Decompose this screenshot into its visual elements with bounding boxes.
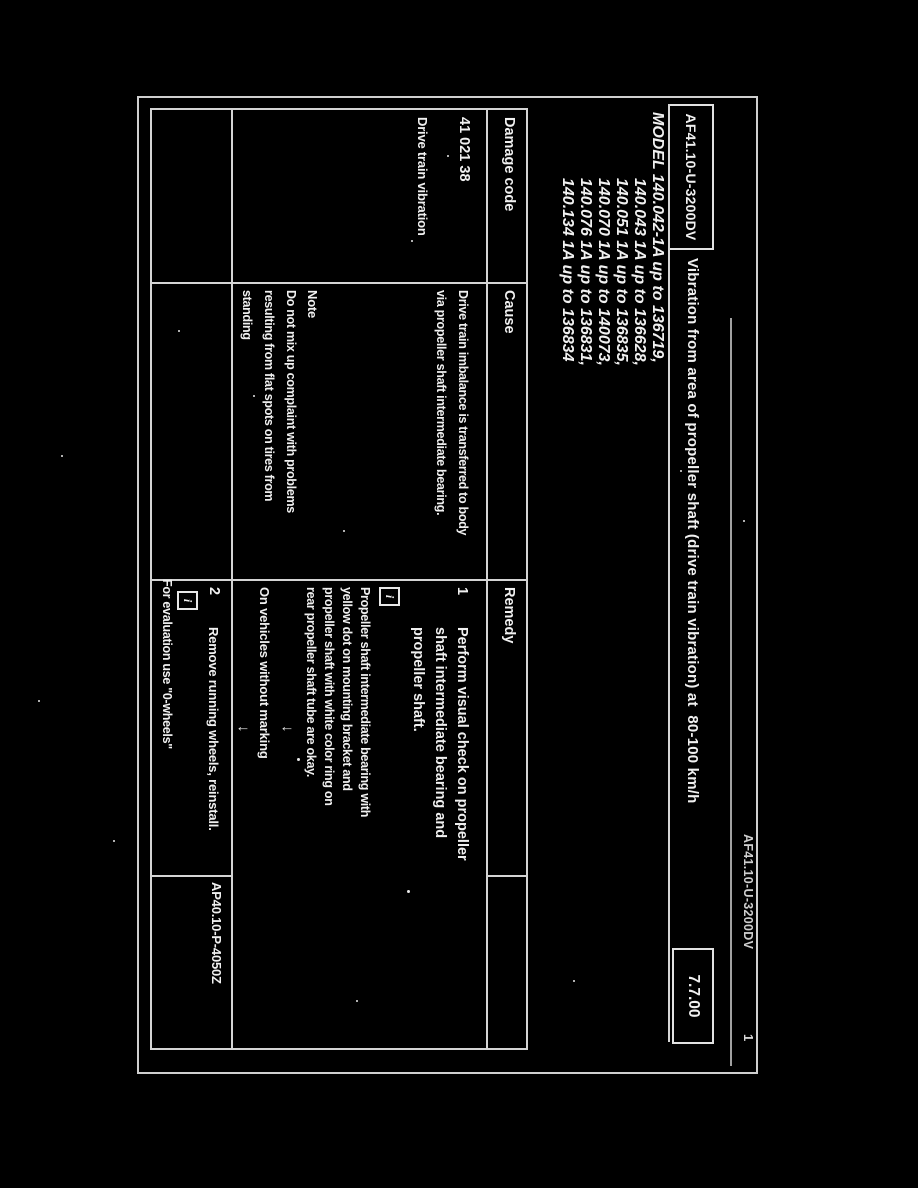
column-header-damage-code: Damage code xyxy=(501,117,517,212)
scan-speck xyxy=(38,700,40,702)
cause-text-line: via propeller shaft intermediate bearing. xyxy=(434,290,448,516)
note-line: standing xyxy=(240,290,254,340)
column-header-remedy: Remedy xyxy=(501,587,517,644)
page-header-code: AF41.10-U-3200DV xyxy=(741,834,755,950)
flow-arrow-down-icon: ↓ xyxy=(235,725,252,733)
column-separator-damage-cause xyxy=(152,282,526,284)
document-title: Vibration from area of propeller shaft (drive train vibration) at 80-100 km/h xyxy=(684,258,702,804)
scan-speck xyxy=(573,980,575,982)
damage-code-value: 41 021 38 xyxy=(456,117,472,182)
remedy-step1-line: shaft intermediate bearing and xyxy=(432,627,448,839)
scan-speck xyxy=(61,455,63,457)
scan-speck xyxy=(253,395,255,397)
info-note-line: rear propeller shaft tube are okay. xyxy=(304,587,318,778)
info-icon: i xyxy=(177,591,198,610)
scan-speck xyxy=(680,470,682,472)
damage-code-label: Drive train vibration xyxy=(415,117,430,236)
model-line: 140.076 1A up to 136831, xyxy=(577,178,594,366)
remedy-step2-text: Remove running wheels, reinstall. xyxy=(206,627,221,831)
scan-speck xyxy=(447,155,449,157)
scan-speck xyxy=(297,758,300,761)
remedy-step1-line: Perform visual check on propeller xyxy=(454,627,470,861)
reference-cell-border xyxy=(152,875,233,877)
evaluation-note: For evaluation use "0-wheels" xyxy=(160,579,174,749)
scan-speck xyxy=(743,520,745,522)
column-separator-cause-remedy xyxy=(152,579,526,581)
note-label: Note xyxy=(305,290,320,319)
header-rule-line xyxy=(730,318,732,1066)
scan-speck xyxy=(407,890,410,893)
model-list xyxy=(558,112,666,366)
reference-header-cell-border xyxy=(488,875,526,877)
scan-speck xyxy=(356,1000,358,1002)
scan-speck xyxy=(113,840,115,842)
info-icon: i xyxy=(379,587,400,606)
column-header-cause: Cause xyxy=(501,290,517,334)
no-marking-label: On vehicles without marking xyxy=(257,587,272,759)
info-note-line: yellow dot on mounting bracket and xyxy=(340,587,354,791)
remedy-step2-number: 2 xyxy=(206,587,222,596)
model-line: MODEL 140.042-1A up to 136719, xyxy=(649,112,666,363)
remedy-step1-number: 1 xyxy=(454,587,470,596)
model-line: 140.043 1A up to 136628, xyxy=(631,178,648,366)
model-line: 140.051 1A up to 136835, xyxy=(613,178,630,366)
model-line: 140.134 1A up to 136834 xyxy=(559,178,576,362)
remedy-step1-line: propeller shaft. xyxy=(410,627,426,732)
damage-table xyxy=(150,108,528,1050)
model-line: 140.070 1A up to 140073, xyxy=(595,178,612,366)
flow-arrow-down-icon: ↓ xyxy=(279,725,296,733)
scan-speck xyxy=(411,240,413,242)
document-code-box: AF41.10-U-3200DV xyxy=(668,104,714,250)
info-note-line: Propeller shaft intermediate bearing with xyxy=(358,587,372,818)
note-line: Do not mix up complaint with problems xyxy=(284,290,298,513)
cause-text-line: Drive train imbalance is transferred to body xyxy=(456,290,470,536)
note-line: resulting from flat spots on tires from xyxy=(262,290,276,502)
reference-document-id: AP40.10-P-4050Z xyxy=(209,882,224,984)
info-note-line: propeller shaft with white color ring on xyxy=(322,587,336,806)
title-bar-underline xyxy=(668,104,670,1042)
scan-speck xyxy=(343,530,345,532)
scan-speck xyxy=(178,330,180,332)
page-number: 1 xyxy=(741,1034,756,1042)
version-box: 7.7.00 xyxy=(672,948,714,1044)
